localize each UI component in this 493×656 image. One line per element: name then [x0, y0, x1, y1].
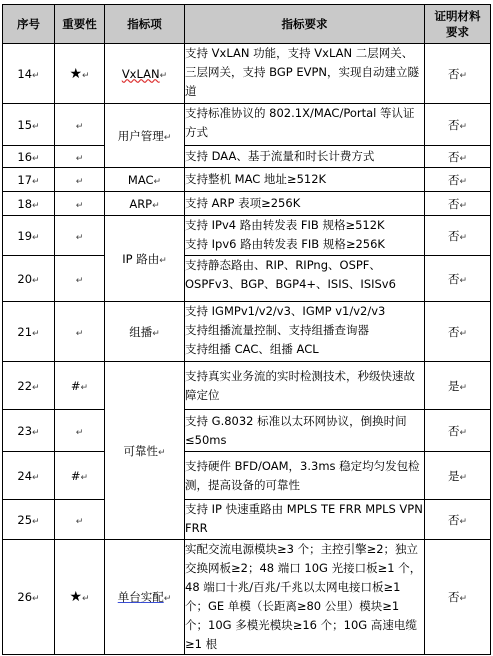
indicator-cell: 可靠性↵	[105, 362, 185, 540]
seq-cell: 15↵	[3, 104, 55, 146]
seq-cell: 26↵	[3, 540, 55, 655]
table-row	[3, 168, 491, 192]
importance-cell: ↵	[55, 256, 105, 302]
table-row	[3, 410, 491, 452]
indicator-cell: 单台实配↵	[105, 540, 185, 655]
header-requirement: 指标要求	[185, 5, 425, 44]
proof-cell: 否↵	[425, 540, 491, 655]
importance-cell: ↵	[55, 500, 105, 540]
requirement-cell: 支持静态路由、RIP、RIPng、OSPF、OSPFv3、BGP、BGP4+、ISIS、ISISv6	[185, 256, 425, 302]
table-row	[3, 256, 491, 302]
requirement-cell: 支持 ARP 表项≥256K	[185, 192, 425, 216]
header-row	[3, 5, 491, 44]
seq-cell: 18↵	[3, 192, 55, 216]
seq-cell: 25↵	[3, 500, 55, 540]
requirement-cell: 支持真实业务流的实时检测技术，秒级快速故障定位	[185, 362, 425, 410]
proof-cell: 否↵	[425, 104, 491, 146]
seq-cell: 16↵	[3, 146, 55, 168]
seq-cell: 19↵	[3, 216, 55, 256]
requirement-cell: 支持 IP 快速重路由 MPLS TE FRR MPLS VPN FRR	[185, 500, 425, 540]
indicator-cell: 用户管理↵	[105, 104, 185, 168]
indicator-cell: IP 路由↵	[105, 216, 185, 302]
star-icon: ★	[69, 65, 82, 82]
proof-cell: 是↵	[425, 362, 491, 410]
importance-cell: ★↵	[55, 44, 105, 104]
proof-cell: 否↵	[425, 500, 491, 540]
requirement-cell: 支持整机 MAC 地址≥512K	[185, 168, 425, 192]
seq-cell: 17↵	[3, 168, 55, 192]
proof-cell: 否↵	[425, 192, 491, 216]
importance-cell: ↵	[55, 410, 105, 452]
table-row	[3, 104, 491, 146]
importance-cell: ★↵	[55, 540, 105, 655]
proof-cell: 是↵	[425, 452, 491, 500]
importance-cell: ↵	[55, 104, 105, 146]
header-indicator: 指标项	[105, 5, 185, 44]
table-row	[3, 500, 491, 540]
proof-cell: 否↵	[425, 216, 491, 256]
seq-cell: 14↵	[3, 44, 55, 104]
table-row	[3, 216, 491, 256]
proof-cell: 否↵	[425, 146, 491, 168]
importance-cell: ↵	[55, 168, 105, 192]
requirement-cell: 支持标准协议的 802.1X/MAC/Portal 等认证方式	[185, 104, 425, 146]
table-row	[3, 452, 491, 500]
importance-cell: ↵	[55, 216, 105, 256]
requirement-line: 支持 Ipv6 路由转发表 FIB 规格≥256K	[185, 237, 385, 251]
importance-cell: #↵	[55, 362, 105, 410]
header-proof	[425, 5, 491, 44]
table-row	[3, 192, 491, 216]
proof-cell: 否↵	[425, 302, 491, 362]
proof-cell: 否↵	[425, 410, 491, 452]
seq-cell: 20↵	[3, 256, 55, 302]
seq-cell: 22↵	[3, 362, 55, 410]
importance-cell: ↵	[55, 302, 105, 362]
header-importance: 重要性	[55, 5, 105, 44]
requirement-cell: 支持 VxLAN 功能，支持 VxLAN 二层网关、三层网关，支持 BGP EVPN，实现自动建立隧道	[185, 44, 425, 104]
requirement-line: 支持 IGMPv1/v2/v3、IGMP v1/v2/v3	[185, 304, 386, 318]
requirement-line: 支持 IPv4 路由转发表 FIB 规格≥512K	[185, 218, 385, 232]
seq-cell: 23↵	[3, 410, 55, 452]
table-row	[3, 540, 491, 655]
indicator-cell: MAC↵	[105, 168, 185, 192]
spec-table	[2, 4, 491, 655]
requirement-cell: 支持 DAA、基于流量和时长计费方式	[185, 146, 425, 168]
table-row	[3, 362, 491, 410]
proof-cell: 否↵	[425, 256, 491, 302]
table-row	[3, 302, 491, 362]
requirement-cell	[185, 302, 425, 362]
star-icon: ★	[69, 589, 82, 605]
importance-cell: ↵	[55, 192, 105, 216]
table-row	[3, 44, 491, 104]
header-proof-line2: 要求	[446, 25, 469, 39]
table-row	[3, 146, 491, 168]
proof-cell: 否↵	[425, 168, 491, 192]
requirement-cell: 实配交流电源模块≥3 个；主控引擎≥2；独立交换网板≥2；48 端口 10G 光接口板≥1 个，48 端口十兆/百兆/千兆以太网电接口板≥1 个；GE 单模（长距离≥80 公里）模块≥1 个；10G 多模光模块≥16 个；10G 高速电缆≥1 根	[185, 540, 425, 655]
header-seq: 序号	[3, 5, 55, 44]
seq-cell: 24↵	[3, 452, 55, 500]
requirement-cell	[185, 216, 425, 256]
proof-cell: 否↵	[425, 44, 491, 104]
importance-cell: ↵	[55, 146, 105, 168]
indicator-cell: VxLAN↵	[105, 44, 185, 104]
requirement-line: 支持组播流量控制、支持组播查询器	[185, 323, 369, 337]
seq-cell: 21↵	[3, 302, 55, 362]
requirement-cell: 支持硬件 BFD/OAM，3.3ms 稳定均匀发包检测，提高设备的可靠性	[185, 452, 425, 500]
header-proof-line1: 证明材料	[434, 9, 481, 23]
importance-cell: #↵	[55, 452, 105, 500]
requirement-cell: 支持 G.8032 标准以太环网协议，倒换时间≤50ms	[185, 410, 425, 452]
indicator-cell: 组播↵	[105, 302, 185, 362]
indicator-cell: ARP↵	[105, 192, 185, 216]
requirement-line: 支持组播 CAC、组播 ACL	[185, 342, 319, 356]
